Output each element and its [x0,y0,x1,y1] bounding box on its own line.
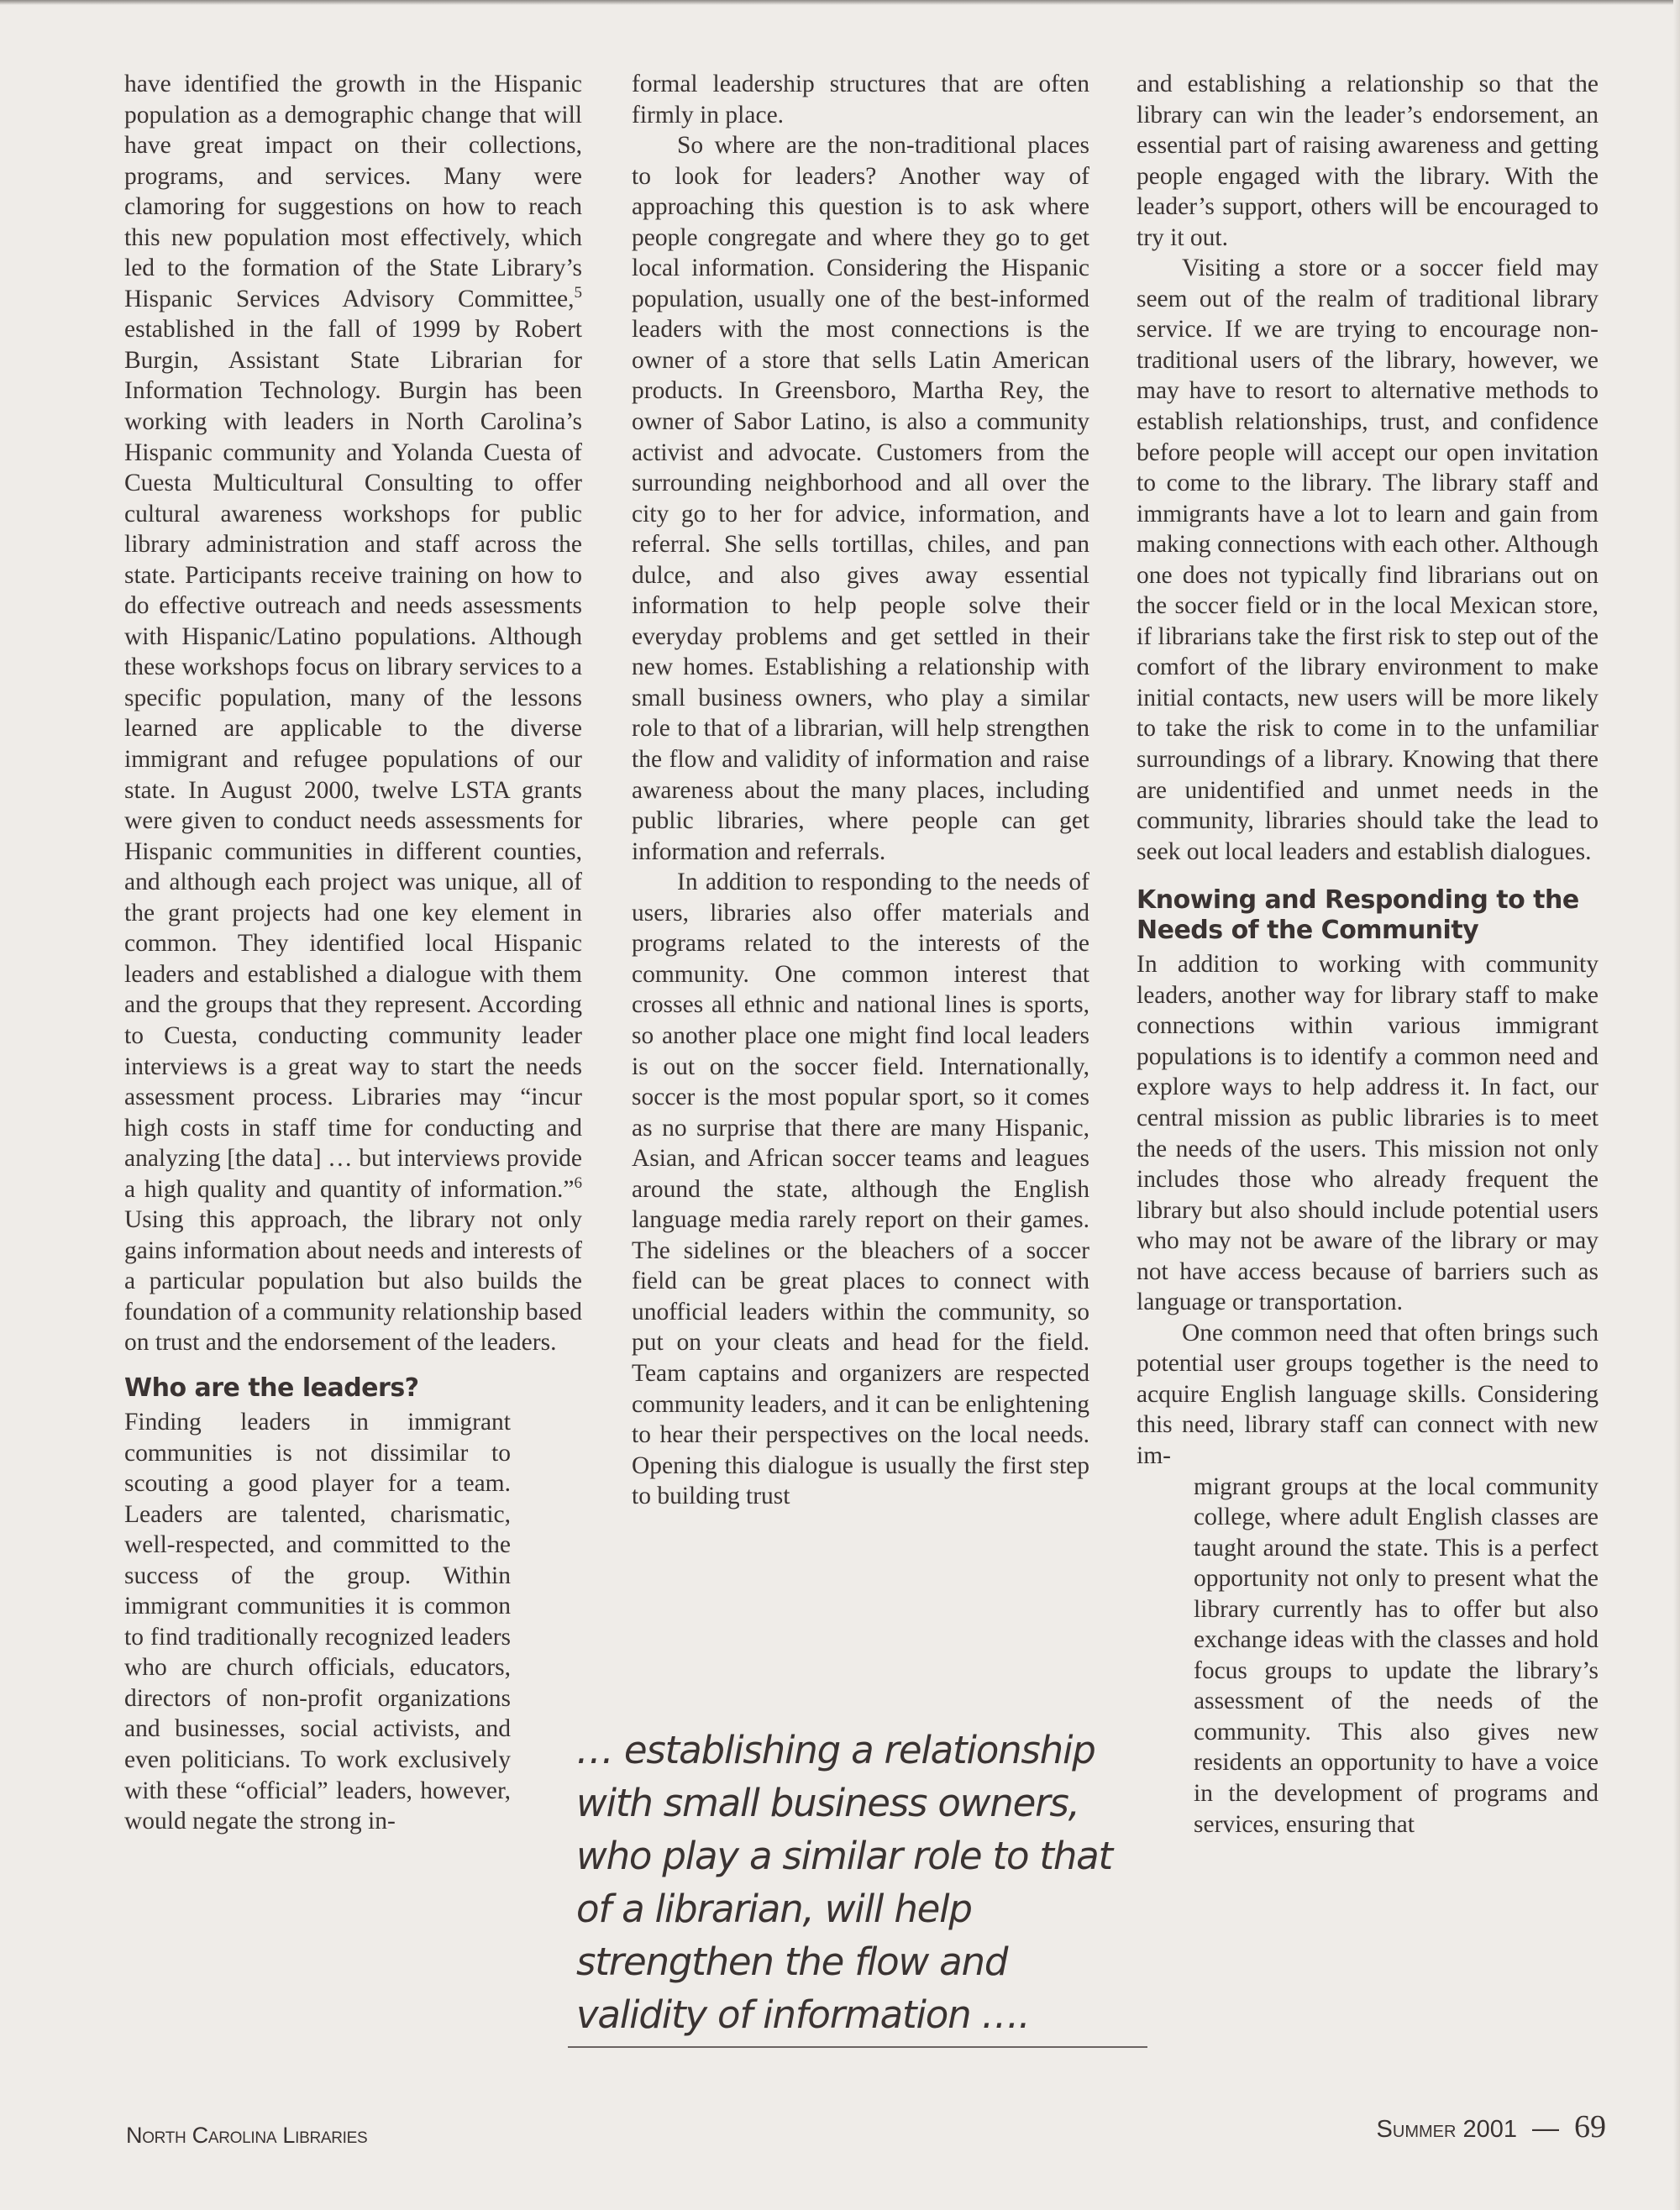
page-top-edge [0,0,1680,5]
page-footer [1377,2108,1606,2145]
footnote-ref: 6 [574,1173,582,1192]
pull-quote-line: strengthen the flow and [576,1940,1008,1984]
publication-name: North Carolina Libraries [126,2123,368,2148]
column-3 [1137,69,1599,1840]
section-heading: Knowing and Responding to the Needs of the Community [1137,885,1579,946]
paragraph: One common need that often brings such potential user groups together is the need to acquire English language skills. Considering this need, library staff can connect with new im- [1137,1319,1599,1469]
paragraph: formal leadership structures that are often firmly in place. [632,71,1089,129]
paragraph-inset: migrant groups at the local community college, where adult English classes are taught around the state. This is a perfect opportunity not only to present what the library currently has to offer but also exchange ideas with the classes and hold focus groups to update the library’s assessment of the needs of the community. This also gives new residents an opportunity to have a voice in the development of programs and services, ensuring that [1194,1472,1599,1838]
paragraph: and establishing a relationship so that the library can win the leader’s endorsement, an essential part of raising awareness and getting people engaged with the library. With the leader’s support, others will be encouraged to try it out. [1137,71,1599,251]
paragraph-text: Using this approach, the library not only gains information about needs and interests of a particular population but also builds the foundation of a community relationship based on trust and the endorsement of the leaders. [124,1206,582,1357]
pull-quote-line: … establishing a relationship [576,1728,1095,1772]
footer-separator: — [1532,2113,1559,2143]
paragraph: In addition to working with community leaders, another way for library staff to make connections within various immigrant populations is to identify a common need and explore ways to help address it. In fact, our central mission as public libraries is to meet the needs of the users. This mission not only includes those who already frequent the library but also should include potential users who may not be aware of the library or may not have access because of barriers such as language or transportation. [1137,951,1599,1316]
pull-quote-line: with small business owners, [576,1781,1079,1825]
footnote-ref: 5 [574,284,582,302]
paragraph: In addition to responding to the needs of users, libraries also offer materials and programs related to the interests of the community. One common interest that crosses all ethnic and national lines is sports, so another place one might find local leaders is out on the soccer field. Internationally, soccer is the most popular sport, so it comes as no surprise that there are many Hispanic, Asian, and African soccer teams and leagues around the state, although the English language media rarely report on their games. The sidelines or the bleachers of a soccer field can be great places to connect with unofficial leaders within the community, so put on your cleats and head for the field. Team captains and organizers are respected community leaders, and it can be enlightening to hear their perspectives on the local needs. Opening this dialogue is usually the first step to building trust [632,869,1089,1510]
pull-quote-line: validity of information …. [576,1992,1030,2037]
pull-quote [568,1724,1147,2048]
paragraph-text: established in the fall of 1999 by Robert Burgin, Assistant State Librarian for Information Technology. Burgin has been working with leaders in North Carolina’s Hispanic community and Yolanda Cuesta of Cuesta Multicultural Consulting to offer cultural awareness workshops for public library administration and staff across the state. Participants receive training on how to do effective outreach and needs assessments with Hispanic/Latino populations. Although these workshops focus on library services to a specific population, many of the lessons learned are applicable to the diverse immigrant and refugee populations of our state. In August 2000, twelve LSTA grants were given to conduct needs assessments for Hispanic communities in different counties, and although each project was unique, all of the grant projects had one key element in common. They identified local Hispanic leaders and established a dialogue with them and the groups that they represent. According to Cuesta, conducting community leader interviews is a great way to start the needs assessment process. Libraries may “incur high costs in staff time for conducting and analyzing [the data] … but interviews provide a high quality and quantity of information.” [124,316,582,1203]
page-right-edge [1673,0,1680,2210]
pull-quote-line: who play a similar role to that [576,1834,1112,1878]
page-number: 69 [1574,2109,1606,2144]
paragraph [124,69,582,1358]
issue-label: Summer 2001 [1376,2116,1517,2143]
pull-quote-line: of a librarian, will help [576,1887,972,1931]
paragraph: Visiting a store or a soccer field may seem out of the realm of traditional library service. If we are trying to encourage non-traditional users of the library, however, we may have to resort to alternative methods to establish relationships, trust, and confidence before people will accept our open invitation to come to the library. The library staff and immigrants have a lot to learn and gain from making connections with each other. Although one does not typically find librarians out on the soccer field or in the local Mexican store, if librarians take the first risk to step out of the comfort of the library environment to make initial contacts, new users will be more likely to take the risk to come in to the unfamiliar surroundings of a library. Knowing that there are unidentified and unmet needs in the community, libraries should take the lead to seek out local leaders and establish dialogues. [1137,255,1599,865]
paragraph: So where are the non-traditional places to look for leaders? Another way of approaching this question is to ask where people congregate and where they go to get local information. Considering the Hispanic population, usually one of the best-informed leaders with the most connections is the owner of a store that sells Latin American products. In Greensboro, Martha Rey, the owner of Sabor Latino, is also a community activist and advocate. Customers from the surrounding neighborhood and all over the city go to her for advice, information, and referral. She sells tortillas, chiles, and pan dulce, and also gives away essential information to help people solve their everyday problems and get settled in their new homes. Establishing a relationship with small business owners, who play a similar role to that of a librarian, will help strengthen the flow and validity of information and raise awareness about the many places, including public libraries, where people can get information and referrals. [632,132,1089,865]
section-heading: Who are the leaders? [124,1373,419,1403]
column-2 [632,69,1089,1512]
paragraph: Finding leaders in immigrant communities is not dissimilar to scouting a good player for a team. Leaders are talented, charismatic, well-respected, and committed to the success of the group. Within immigrant communities it is common to find traditionally recognized leaders who are church officials, educators, directors of non-profit organizations and businesses, social activists, and even politicians. To work exclusively with these “official” leaders, however, would negate the strong in- [124,1408,511,1835]
paragraph-text: have identified the growth in the Hispanic population as a demographic change that will have great impact on their collections, programs, and services. Many were clamoring for suggestions on how to reach this new population most effectively, which led to the formation of the State Library’s Hispanic Services Advisory Committee, [124,71,582,312]
column-1 [124,69,582,1837]
